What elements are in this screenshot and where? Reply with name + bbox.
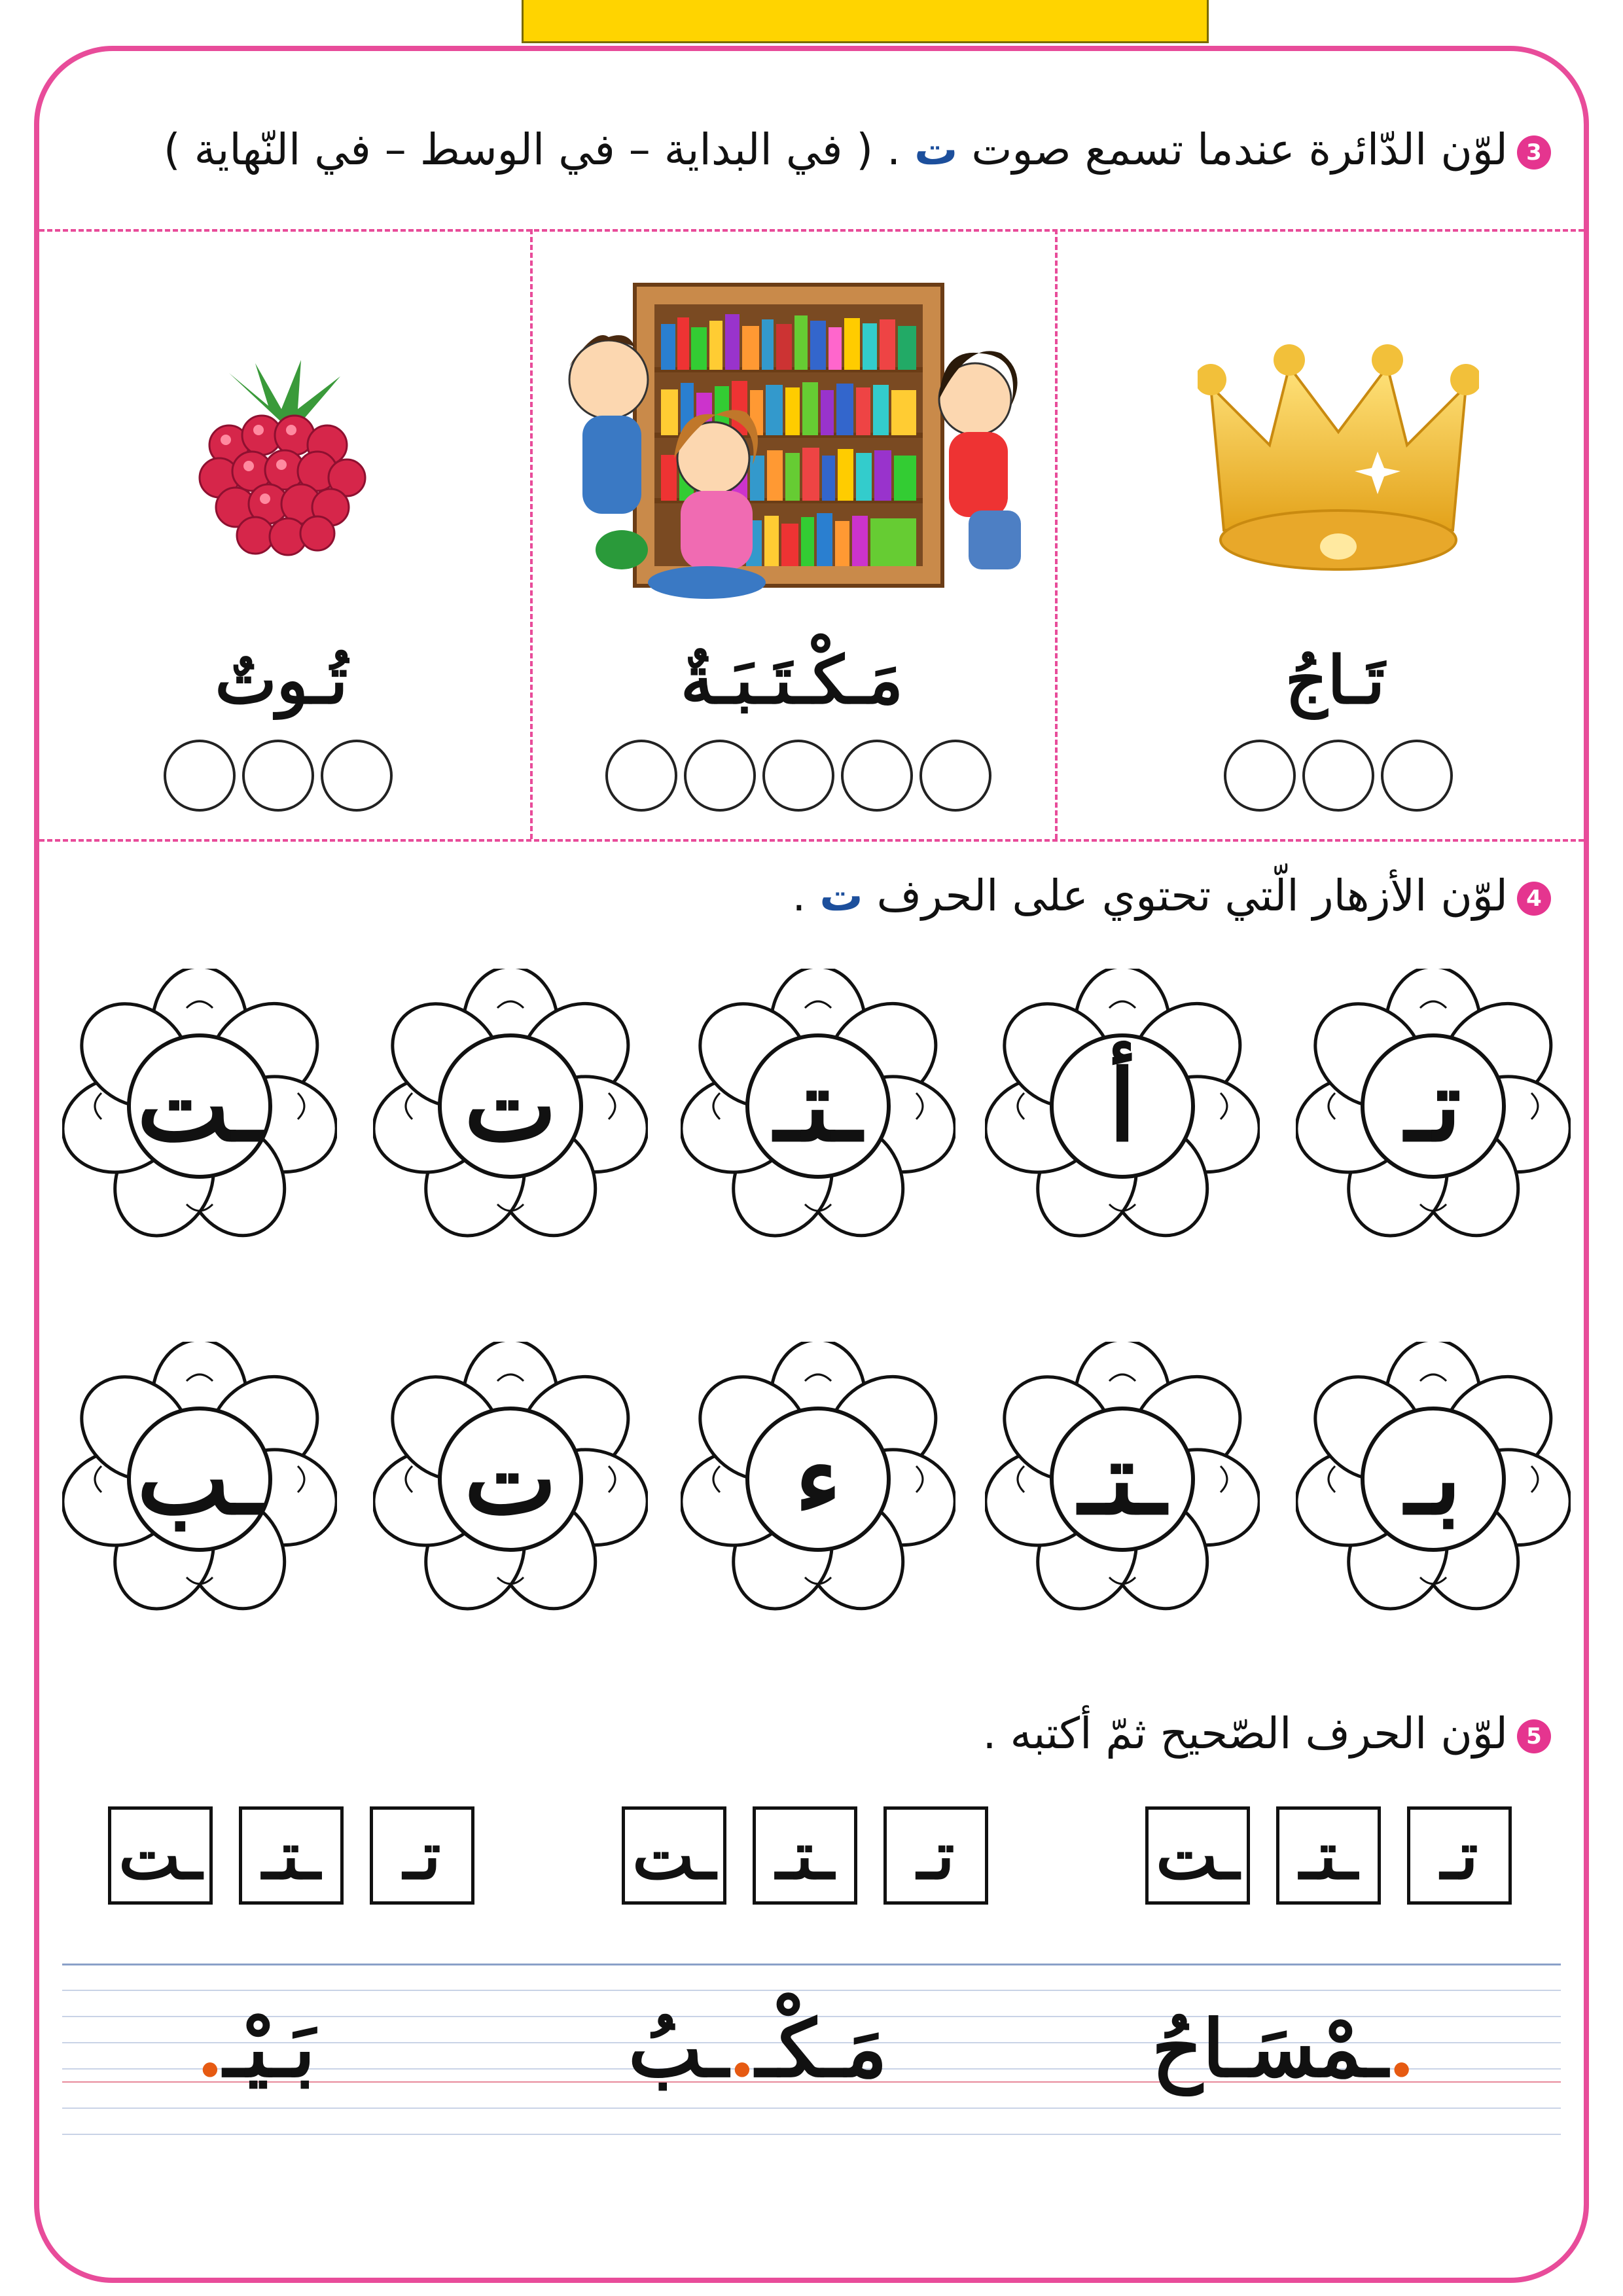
word-part: مَـكْـ <box>755 2003 887 2095</box>
flower[interactable] <box>62 969 337 1244</box>
writing-line <box>62 1964 1561 1965</box>
answer-circle[interactable] <box>242 740 314 812</box>
divider-bottom <box>39 839 1584 842</box>
word-part: بَـيْـ <box>223 2003 315 2095</box>
blank-dot: . <box>728 2003 756 2095</box>
flower[interactable] <box>373 1342 648 1617</box>
answer-circle[interactable] <box>1381 740 1453 812</box>
flower[interactable] <box>62 1342 337 1617</box>
writing-line <box>62 2134 1561 2135</box>
circles-tut <box>164 740 393 812</box>
letter-choice-box[interactable]: تـ <box>883 1806 988 1905</box>
letter-choice-box[interactable]: ـتـ <box>239 1806 344 1905</box>
flower[interactable] <box>985 969 1260 1244</box>
top-banner <box>522 0 1209 43</box>
circles-taj <box>1224 740 1453 812</box>
flower-letter: بـ <box>1405 1422 1461 1537</box>
flower[interactable] <box>1296 969 1571 1244</box>
blank-dot: . <box>196 2003 224 2095</box>
divider-right <box>1055 229 1058 839</box>
word-maktaba: مَـكْـتَـبَـةٌ <box>681 641 903 719</box>
exercise-3-text: لوّن الدّائرة عندما تسمع صوت <box>971 124 1508 175</box>
answer-circle[interactable] <box>321 740 393 812</box>
word-taj: تَـاجُ <box>1285 641 1385 719</box>
flower-letter: ت <box>464 1422 557 1537</box>
flower-letter: أ <box>1109 1049 1136 1164</box>
crown-picture <box>1198 334 1479 576</box>
library-picture <box>550 275 1041 602</box>
answer-circle[interactable] <box>762 740 834 812</box>
writing-word-3[interactable] <box>196 2003 315 2095</box>
raspberry-picture <box>190 360 373 569</box>
flower[interactable] <box>681 1342 955 1617</box>
flower[interactable] <box>1296 1342 1571 1617</box>
letter-choice-box[interactable]: ـت <box>622 1806 726 1905</box>
writing-word-1[interactable] <box>1152 2003 1416 2095</box>
writing-word-2[interactable] <box>628 2003 887 2095</box>
exercise-5-number: 5 <box>1517 1719 1551 1753</box>
answer-circle[interactable] <box>684 740 756 812</box>
answer-circle[interactable] <box>1302 740 1374 812</box>
flower[interactable] <box>373 969 648 1244</box>
flower[interactable] <box>985 1342 1260 1617</box>
letter-choice-box[interactable]: تـ <box>1407 1806 1512 1905</box>
answer-circle[interactable] <box>919 740 991 812</box>
flower-letter: ـتـ <box>1079 1422 1166 1537</box>
exercise-4-instruction <box>792 870 1551 921</box>
exercise-4-number: 4 <box>1517 882 1551 916</box>
answer-circle[interactable] <box>1224 740 1296 812</box>
exercise-4-letter: ت <box>819 870 863 921</box>
exercise-5-instruction <box>982 1708 1551 1759</box>
exercise-4-text: لوّن الأزهار الّتي تحتوي على الحرف <box>876 870 1508 921</box>
exercise-3-instruction <box>164 124 1551 175</box>
flower-letter: تـ <box>1405 1049 1461 1164</box>
divider-top <box>39 229 1584 232</box>
exercise-5-end: . <box>982 1708 997 1759</box>
letter-choice-box[interactable]: تـ <box>370 1806 474 1905</box>
letter-choice-box[interactable]: ـت <box>1145 1806 1250 1905</box>
flower[interactable] <box>681 969 955 1244</box>
flower-letter: ـت <box>137 1049 262 1164</box>
flower-letter: ت <box>464 1049 557 1164</box>
exercise-3-number: 3 <box>1517 135 1551 170</box>
answer-circle[interactable] <box>164 740 236 812</box>
letter-choice-box[interactable]: ـتـ <box>753 1806 857 1905</box>
word-tut: تُـوتٌ <box>215 641 348 719</box>
writing-line <box>62 1990 1561 1991</box>
letter-choice-box[interactable]: ـت <box>108 1806 213 1905</box>
answer-circle[interactable] <box>605 740 677 812</box>
exercise-3-letter: ت <box>914 124 958 175</box>
divider-left <box>530 229 533 839</box>
blank-dot: . <box>1387 2003 1416 2095</box>
word-part: ـبُ <box>628 2003 728 2095</box>
circles-maktaba <box>605 740 991 812</box>
exercise-3-options: . ( في البداية – في الوسط – في النّهاية ) <box>163 124 901 175</box>
letter-choice-box[interactable]: ـتـ <box>1276 1806 1381 1905</box>
flower-letter: ـب <box>137 1422 262 1537</box>
writing-line <box>62 2108 1561 2109</box>
flower-letter: ء <box>794 1422 842 1537</box>
word-part: ـمْسَـاحُ <box>1152 2003 1388 2095</box>
exercise-5-text: لوّن الحرف الصّحيح ثمّ أكتبه <box>1010 1708 1508 1759</box>
flower-letter: ـتـ <box>774 1049 862 1164</box>
exercise-4-end: . <box>792 870 806 921</box>
answer-circle[interactable] <box>841 740 913 812</box>
